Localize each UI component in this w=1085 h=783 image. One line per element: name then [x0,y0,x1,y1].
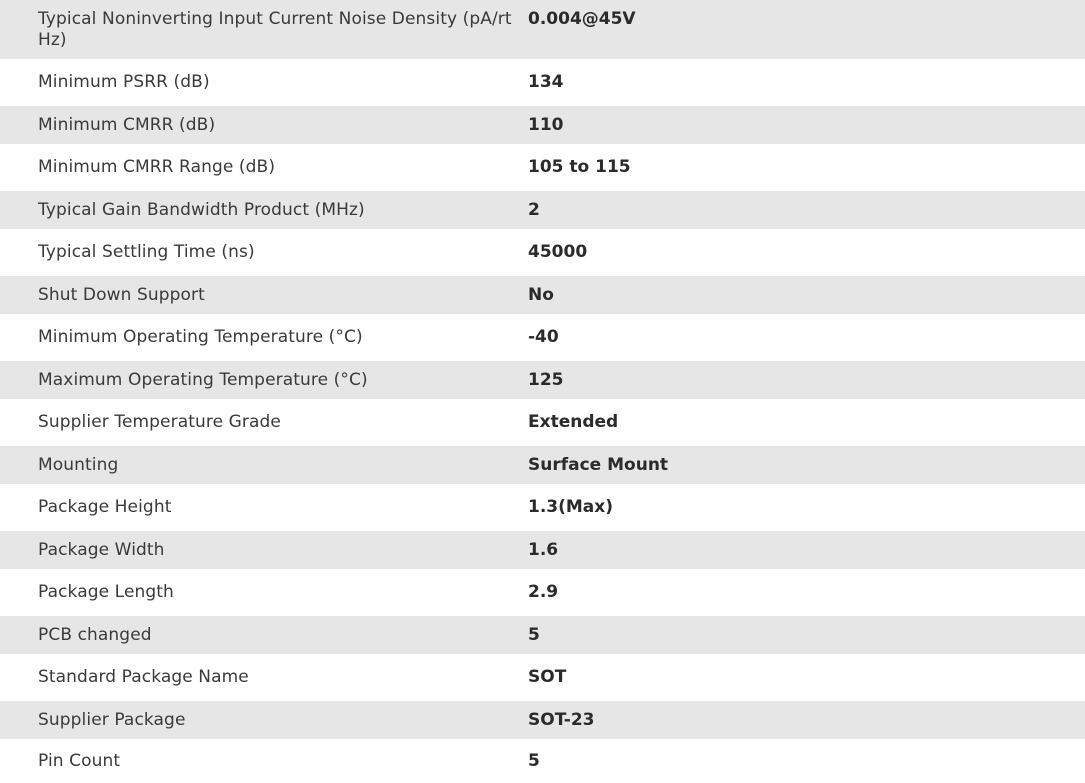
spec-label: Minimum CMRR Range (dB) [38,157,276,177]
spec-value: No [528,284,554,305]
spec-label: Supplier Package [38,709,186,730]
spec-label: Shut Down Support [38,284,205,305]
spec-label: Package Height [38,497,172,517]
spec-value: Extended [528,412,619,432]
spec-label: PCB changed [38,624,152,645]
spec-value: 1.3(Max) [528,497,614,517]
spec-label: Minimum PSRR (dB) [38,72,210,92]
spec-label: Typical Gain Bandwidth Product (MHz) [38,199,365,220]
spec-row [0,361,1085,401]
spec-value: 0.004@45V [528,9,636,29]
spec-row [0,531,1085,571]
spec-label: Pin Count [38,750,121,771]
spec-row [0,106,1085,146]
spec-row [0,0,1085,61]
spec-label: Supplier Temperature Grade [38,412,281,432]
spec-value: SOT-23 [528,709,595,730]
spec-label: Typical Settling Time (ns) [38,242,255,262]
spec-row [0,446,1085,486]
spec-row [0,191,1085,231]
spec-value: 2 [528,199,540,220]
spec-row [0,701,1085,741]
spec-value: 5 [528,750,540,771]
spec-value: 45000 [528,242,588,262]
spec-label: Mounting [38,454,119,475]
spec-label: Package Length [38,582,174,602]
spec-label: Standard Package Name [38,667,249,687]
spec-value: SOT [528,667,567,687]
spec-row [0,616,1085,656]
spec-value: Surface Mount [528,454,669,475]
spec-row [0,146,1085,191]
spec-label: Minimum Operating Temperature (°C) [38,327,363,347]
spec-row [0,231,1085,276]
spec-label: Package Width [38,539,165,560]
spec-row [0,61,1085,106]
spec-row [0,316,1085,361]
spec-value: 2.9 [528,582,559,602]
spec-row [0,741,1085,783]
spec-value: 1.6 [528,539,559,560]
spec-row [0,656,1085,701]
spec-value: 5 [528,624,540,645]
spec-value: 125 [528,369,564,390]
spec-label: Typical Noninverting Input Current Noise Density (pA/rt Hz) [38,9,512,50]
spec-value: 134 [528,72,564,92]
spec-label: Maximum Operating Temperature (°C) [38,369,368,390]
spec-row [0,571,1085,616]
spec-value: 105 to 115 [528,157,631,177]
spec-value: 110 [528,114,564,135]
spec-row [0,401,1085,446]
spec-value: -40 [528,327,559,347]
spec-row [0,486,1085,531]
spec-label: Minimum CMRR (dB) [38,114,216,135]
spec-row [0,276,1085,316]
